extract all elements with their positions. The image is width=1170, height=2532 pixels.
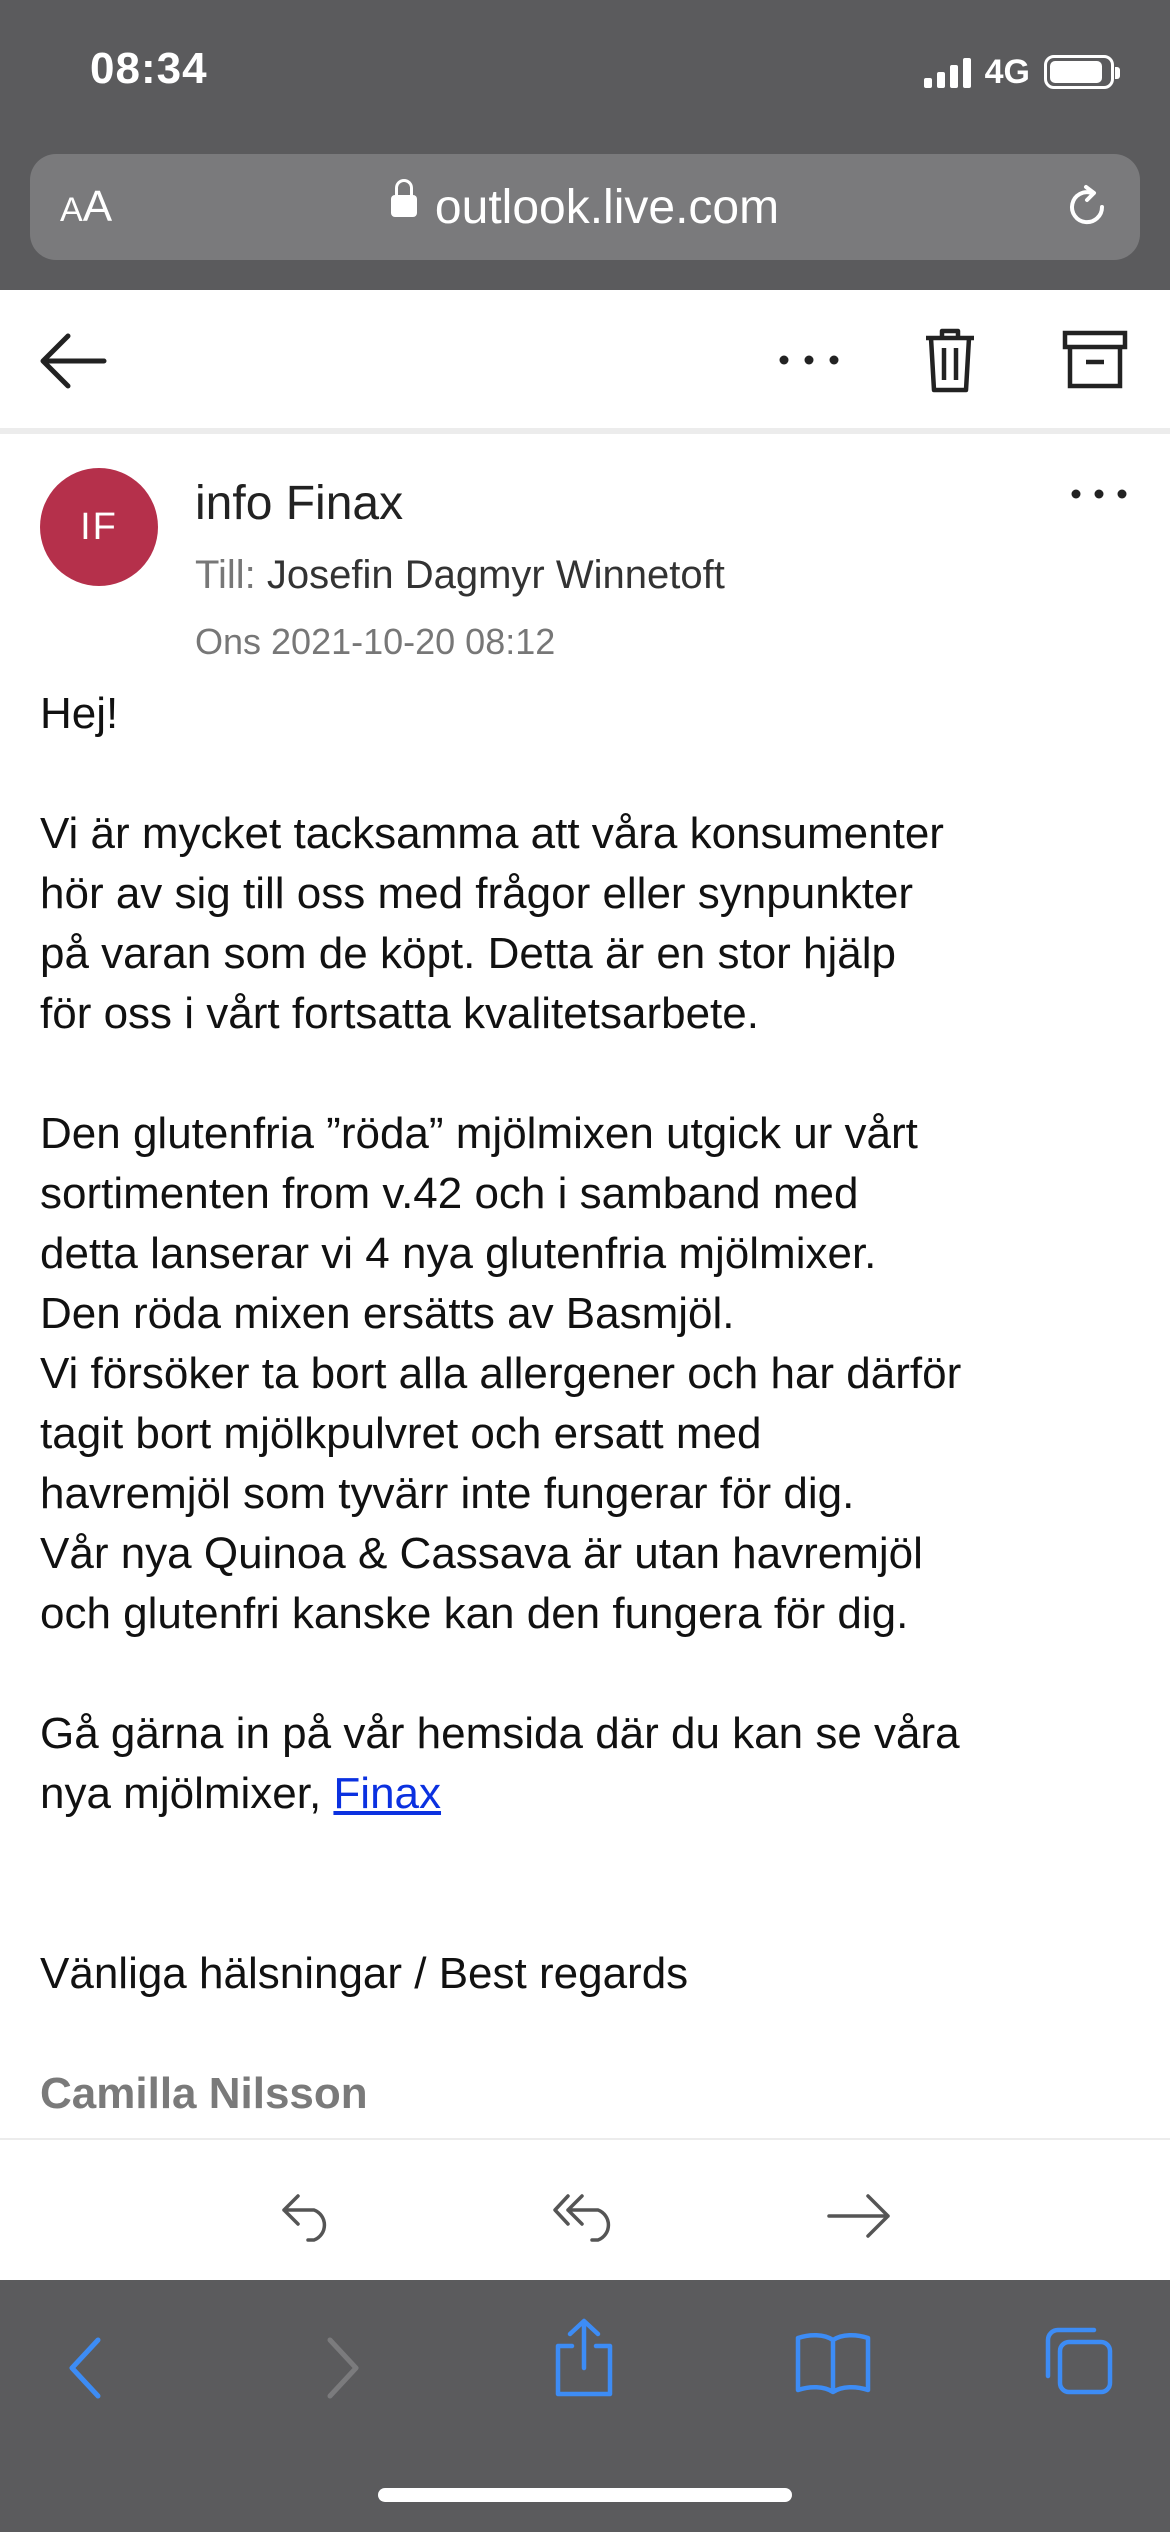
- body-line: tagit bort mjölkpulvret och ersatt med: [40, 1409, 762, 1458]
- browser-top-chrome: [0, 0, 1170, 290]
- network-label: 4G: [984, 52, 1030, 91]
- back-arrow-icon[interactable]: [38, 330, 108, 392]
- more-icon[interactable]: [776, 352, 842, 368]
- url-text: outlook.live.com: [434, 181, 780, 234]
- recipient-line: [195, 553, 725, 598]
- message-body: [40, 684, 1140, 2124]
- body-line: Vår nya Quinoa & Cassava är utan havremjöl: [40, 1529, 923, 1578]
- reload-icon[interactable]: [1062, 182, 1112, 232]
- signal-icon: [924, 56, 971, 88]
- text-size-button[interactable]: AA: [60, 182, 113, 231]
- body-line: för oss i vårt fortsatta kvalitetsarbete.: [40, 989, 759, 1038]
- body-line: Vi försöker ta bort alla allergener och har därför: [40, 1349, 962, 1398]
- archive-icon[interactable]: [1062, 330, 1128, 390]
- greeting: Hej!: [40, 689, 119, 738]
- message-toolbar: [0, 290, 1170, 430]
- share-icon[interactable]: [552, 2318, 616, 2398]
- paragraph-3-line-1: Gå gärna in på vår hemsida där du kan se våra: [40, 1709, 960, 1758]
- home-indicator[interactable]: [378, 2488, 792, 2502]
- trash-icon[interactable]: [922, 326, 978, 396]
- sender-name[interactable]: info Finax: [195, 477, 404, 530]
- url-display[interactable]: [30, 180, 1140, 235]
- forward-icon[interactable]: [826, 2192, 892, 2240]
- body-line: på varan som de köpt. Detta är en stor hjälp: [40, 929, 897, 978]
- body-line: hör av sig till oss med frågor eller synpunkter: [40, 869, 914, 918]
- battery-level: [1050, 61, 1102, 83]
- paragraph-1: [40, 804, 1140, 1044]
- paragraph-3-line-2: nya mjölmixer, Finax: [40, 1769, 442, 1818]
- battery-icon: [1044, 55, 1114, 89]
- closing: Vänliga hälsningar / Best regards: [40, 1949, 689, 1998]
- status-indicators: [924, 52, 1114, 92]
- to-label: Till:: [195, 553, 256, 597]
- body-line: Den glutenfria ”röda” mjölmixen utgick ur vårt: [40, 1109, 918, 1158]
- signature-name: Camilla Nilsson: [40, 2069, 368, 2118]
- address-bar[interactable]: [30, 154, 1140, 260]
- finax-link[interactable]: Finax: [333, 1769, 442, 1818]
- recipient-name[interactable]: Josefin Dagmyr Winnetoft: [266, 553, 725, 597]
- reply-all-icon[interactable]: [552, 2190, 620, 2242]
- message-more-icon[interactable]: [1068, 486, 1130, 502]
- avatar[interactable]: IF: [40, 468, 158, 586]
- lock-icon: [391, 195, 417, 217]
- body-line: havremjöl som tyvärr inte fungerar för dig.: [40, 1469, 855, 1518]
- message-date: Ons 2021-10-20 08:12: [195, 621, 556, 662]
- back-icon[interactable]: [66, 2336, 106, 2400]
- body-line: sortimenten from v.42 och i samband med: [40, 1169, 859, 1218]
- body-line: och glutenfri kanske kan den fungera för dig.: [40, 1589, 909, 1638]
- body-line: Den röda mixen ersätts av Basmjöl.: [40, 1289, 735, 1338]
- body-line: Vi är mycket tacksamma att våra konsumenter: [40, 809, 944, 858]
- tabs-icon[interactable]: [1044, 2326, 1114, 2396]
- reply-icon[interactable]: [280, 2190, 336, 2242]
- reply-bar: [0, 2138, 1170, 2282]
- bookmarks-icon[interactable]: [794, 2330, 872, 2396]
- paragraph-2: [40, 1104, 1140, 1644]
- forward-nav-icon[interactable]: [322, 2336, 362, 2400]
- status-time: 08:34: [90, 44, 208, 93]
- body-line: detta lanserar vi 4 nya glutenfria mjölmixer.: [40, 1229, 877, 1278]
- toolbar-divider: [0, 428, 1170, 434]
